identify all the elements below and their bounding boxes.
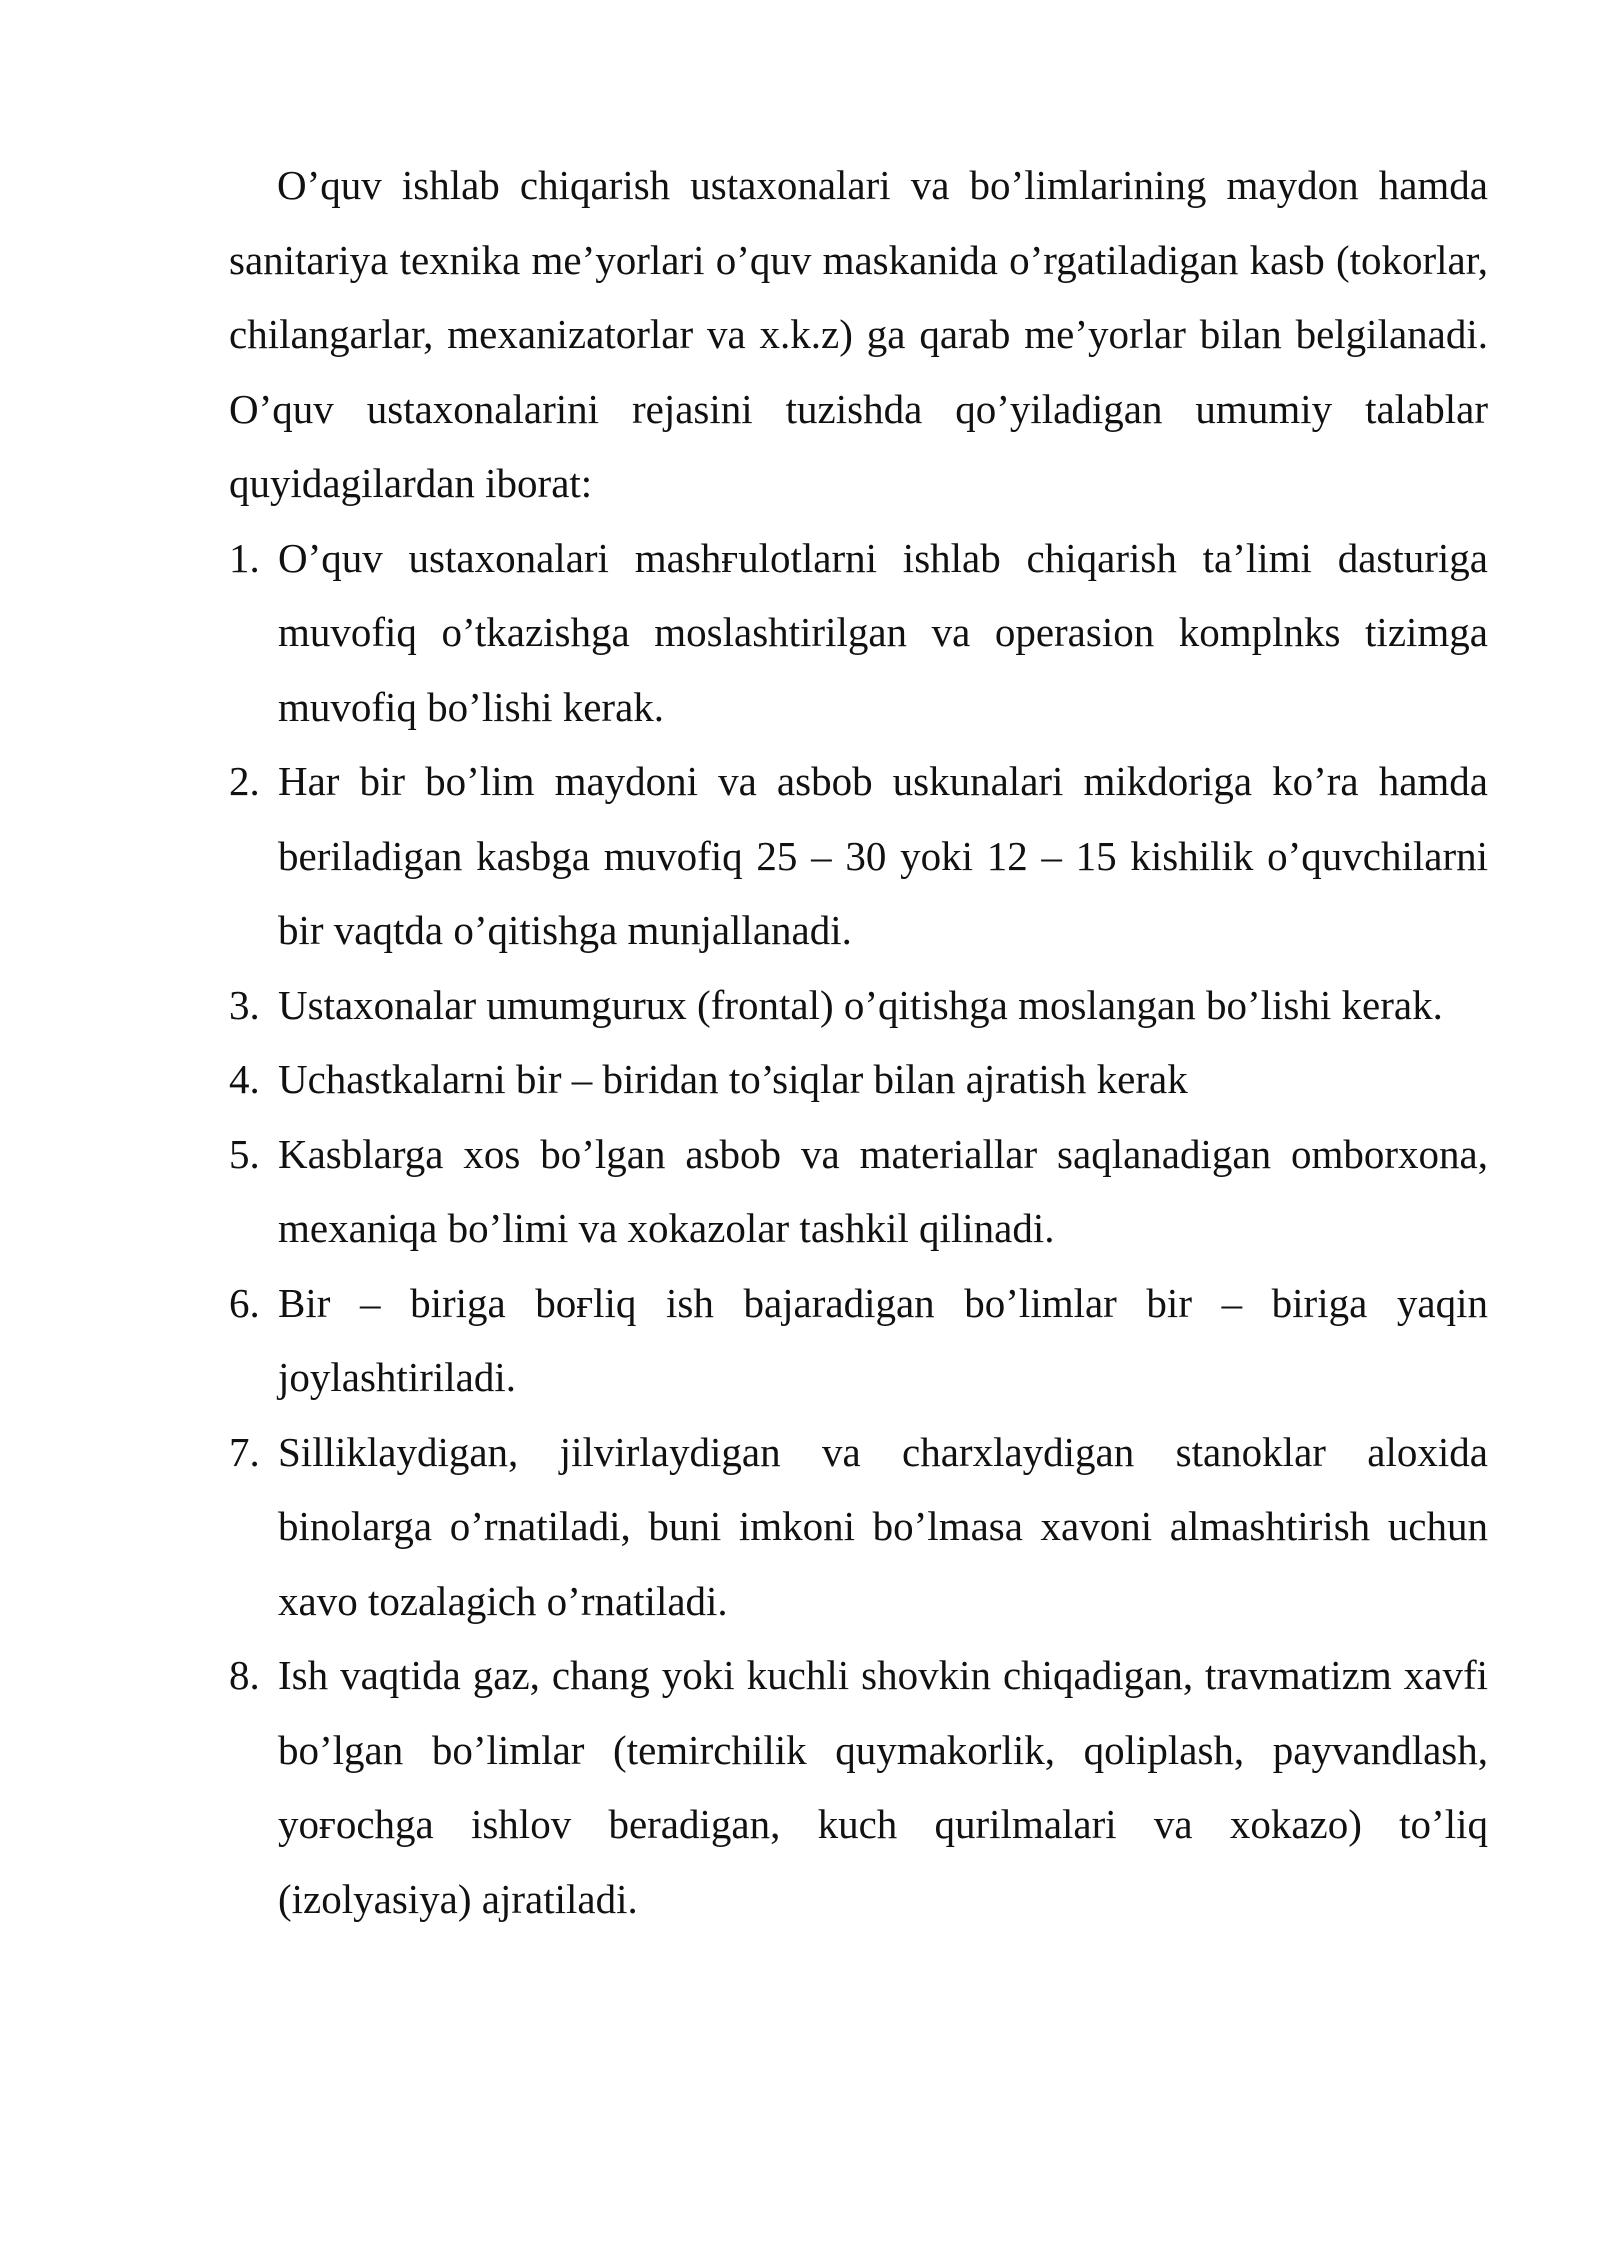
intro-paragraph: O’quv ishlab chiqarish ustaxonalari va bo’limlarining maydon hamda sanitariya texnika me’yorlari o’quv maskanida o’rgatiladigan kasb (tokorlar, chilangarlar, mexanizatorlar va x.k.z) ga qarab me’yorlar bilan belgilanadi. O’quv ustaxonalarini rejasini tuzishda qo’yiladigan umumiy talablar quyidagilardan iborat: — [229, 162, 1488, 506]
list-item-number: 6. — [229, 1279, 260, 1326]
list-item — [229, 1638, 1488, 1936]
list-item — [229, 968, 1488, 1043]
list-item-number: 4. — [229, 1056, 260, 1102]
list-item-text: Kasblarga xos bo’lgan asbob va materiallar saqlanadigan omborxona, mexaniqa bo’limi va xokazolar tashkil qilinadi. — [278, 1130, 1488, 1251]
list-item-number: 3. — [229, 981, 260, 1028]
list-item-text: Ustaxonalar umumgurux (frontal) o’qitishga moslangan bo’lishi kerak. — [278, 981, 1443, 1028]
list-item — [229, 1415, 1488, 1639]
list-item-number: 2. — [229, 758, 260, 804]
list-item — [229, 744, 1488, 968]
list-item-text: Ish vaqtida gaz, chang yoki kuchli shovkin chiqadigan, travmatizm xavfi bo’lgan bo’limlar (temirchilik quymakorlik, qoliplash, payvandlash, yoғochga ishlov beradigan, kuch qurilmalari va xokazo) to’liq (izolyasiya) ajratiladi. — [278, 1652, 1488, 1922]
requirements-list — [229, 521, 1488, 1937]
list-item-number: 7. — [229, 1428, 260, 1475]
list-item-number: 5. — [229, 1130, 260, 1177]
list-item-number: 1. — [229, 534, 260, 581]
list-item — [229, 1042, 1488, 1117]
list-item-text: O’quv ustaxonalari mashғulotlarni ishlab chiqarish ta’limi dasturiga muvofiq o’tkazishga moslashtirilgan va operasion komplnks tizimga muvofiq bo’lishi kerak. — [278, 534, 1488, 730]
list-item — [229, 521, 1488, 745]
list-item-text: Silliklaydigan, jilvirlaydigan va charxlaydigan stanoklar aloxida binolarga o’rnatiladi, buni imkoni bo’lmasa xavoni almashtirish uchun xavo tozalagich o’rnatiladi. — [278, 1428, 1488, 1624]
list-item-text: Bir – biriga boғliq ish bajaradigan bo’limlar bir – biriga yaqin joylashtiriladi. — [278, 1279, 1488, 1400]
list-item-text: Uchastkalarni bir – biridan to’siqlar bilan ajratish kerak — [278, 1056, 1188, 1102]
list-item-number: 8. — [229, 1652, 260, 1698]
list-item — [229, 1117, 1488, 1266]
list-item-text: Har bir bo’lim maydoni va asbob uskunalari mikdoriga ko’ra hamda beriladigan kasbga muvofiq 25 – 30 yoki 12 – 15 kishilik o’quvchilarni bir vaqtda o’qitishga munjallanadi. — [278, 758, 1488, 953]
list-item — [229, 1266, 1488, 1415]
